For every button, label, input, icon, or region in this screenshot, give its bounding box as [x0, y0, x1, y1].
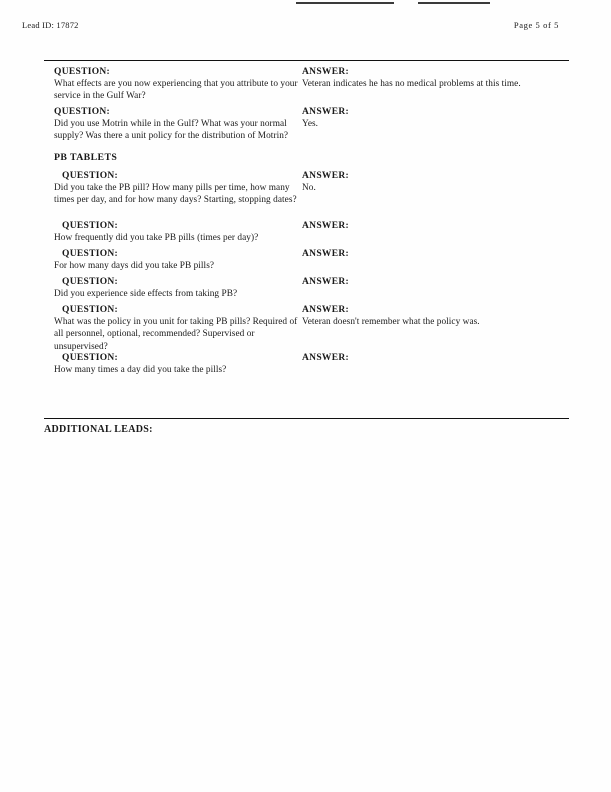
question-block: [54, 170, 307, 207]
lead-id: Lead ID: 17872: [22, 20, 79, 30]
question-label: QUESTION:: [62, 221, 119, 231]
question-block: [54, 352, 307, 376]
question-label: QUESTION:: [62, 353, 119, 363]
answer-label: ANSWER:: [302, 353, 349, 363]
answer-label: ANSWER:: [302, 305, 349, 315]
question-text: What was the policy in you unit for taking PB pills? Required of all personnel, optional, recommended? Supervised or unsupervised?: [54, 317, 298, 352]
question-label: QUESTION:: [54, 107, 111, 117]
answer-block: [302, 106, 567, 130]
question-block: [54, 276, 307, 300]
footer-divider: [44, 418, 569, 419]
page-header: [22, 20, 589, 36]
header-divider: [44, 60, 569, 61]
qa-row: [44, 304, 569, 352]
scan-artifact-line-2: [418, 2, 490, 4]
answer-block: [302, 276, 567, 288]
answer-label: ANSWER:: [302, 221, 349, 231]
question-text: Did you experience side effects from taking PB?: [54, 289, 238, 299]
qa-row: [44, 276, 569, 304]
answer-label: ANSWER:: [302, 277, 349, 287]
question-text: For how many days did you take PB pills?: [54, 261, 215, 271]
question-label: QUESTION:: [62, 171, 119, 181]
question-label: QUESTION:: [54, 67, 111, 77]
answer-label: ANSWER:: [302, 249, 349, 259]
answer-block: [302, 304, 567, 328]
answer-block: [302, 170, 567, 194]
question-block: [54, 248, 307, 272]
answer-block: [302, 66, 567, 90]
qa-row: [44, 106, 569, 152]
qa-row: [44, 248, 569, 276]
question-text: How frequently did you take PB pills (times per day)?: [54, 233, 259, 243]
qa-content: [44, 66, 569, 380]
question-text: Did you take the PB pill? How many pills per time, how many times per day, and for how many days? Starting, stopping dates?: [54, 183, 297, 206]
question-text: What effects are you now experiencing that you attribute to your service in the Gulf War?: [54, 79, 298, 102]
question-block: [54, 304, 307, 353]
qa-row: [44, 170, 569, 220]
question-label: QUESTION:: [62, 305, 119, 315]
answer-block: [302, 220, 567, 232]
answer-block: [302, 248, 567, 260]
answer-text: Veteran indicates he has no medical problems at this time.: [302, 79, 521, 89]
question-text: Did you use Motrin while in the Gulf? What was your normal supply? Was there a unit policy for the distribution of Motrin?: [54, 119, 289, 142]
section-heading-row: [44, 152, 569, 168]
section-heading: PB TABLETS: [54, 152, 118, 163]
question-label: QUESTION:: [62, 277, 119, 287]
answer-label: ANSWER:: [302, 171, 349, 181]
qa-row: [44, 220, 569, 248]
answer-block: [302, 352, 567, 364]
additional-leads-label: ADDITIONAL LEADS:: [44, 424, 153, 435]
answer-text: No.: [302, 183, 316, 193]
question-text: How many times a day did you take the pills?: [54, 365, 227, 375]
answer-label: ANSWER:: [302, 107, 349, 117]
answer-text: Veteran doesn't remember what the policy was.: [302, 317, 480, 327]
answer-text: Yes.: [302, 119, 319, 129]
question-label: QUESTION:: [62, 249, 119, 259]
question-block: [54, 106, 299, 143]
question-block: [54, 66, 299, 103]
page-number: Page 5 of 5: [513, 20, 559, 30]
qa-row: [44, 66, 569, 100]
answer-label: ANSWER:: [302, 67, 349, 77]
question-block: [54, 220, 307, 244]
scan-artifact-line-1: [296, 2, 394, 4]
qa-row: [44, 352, 569, 380]
